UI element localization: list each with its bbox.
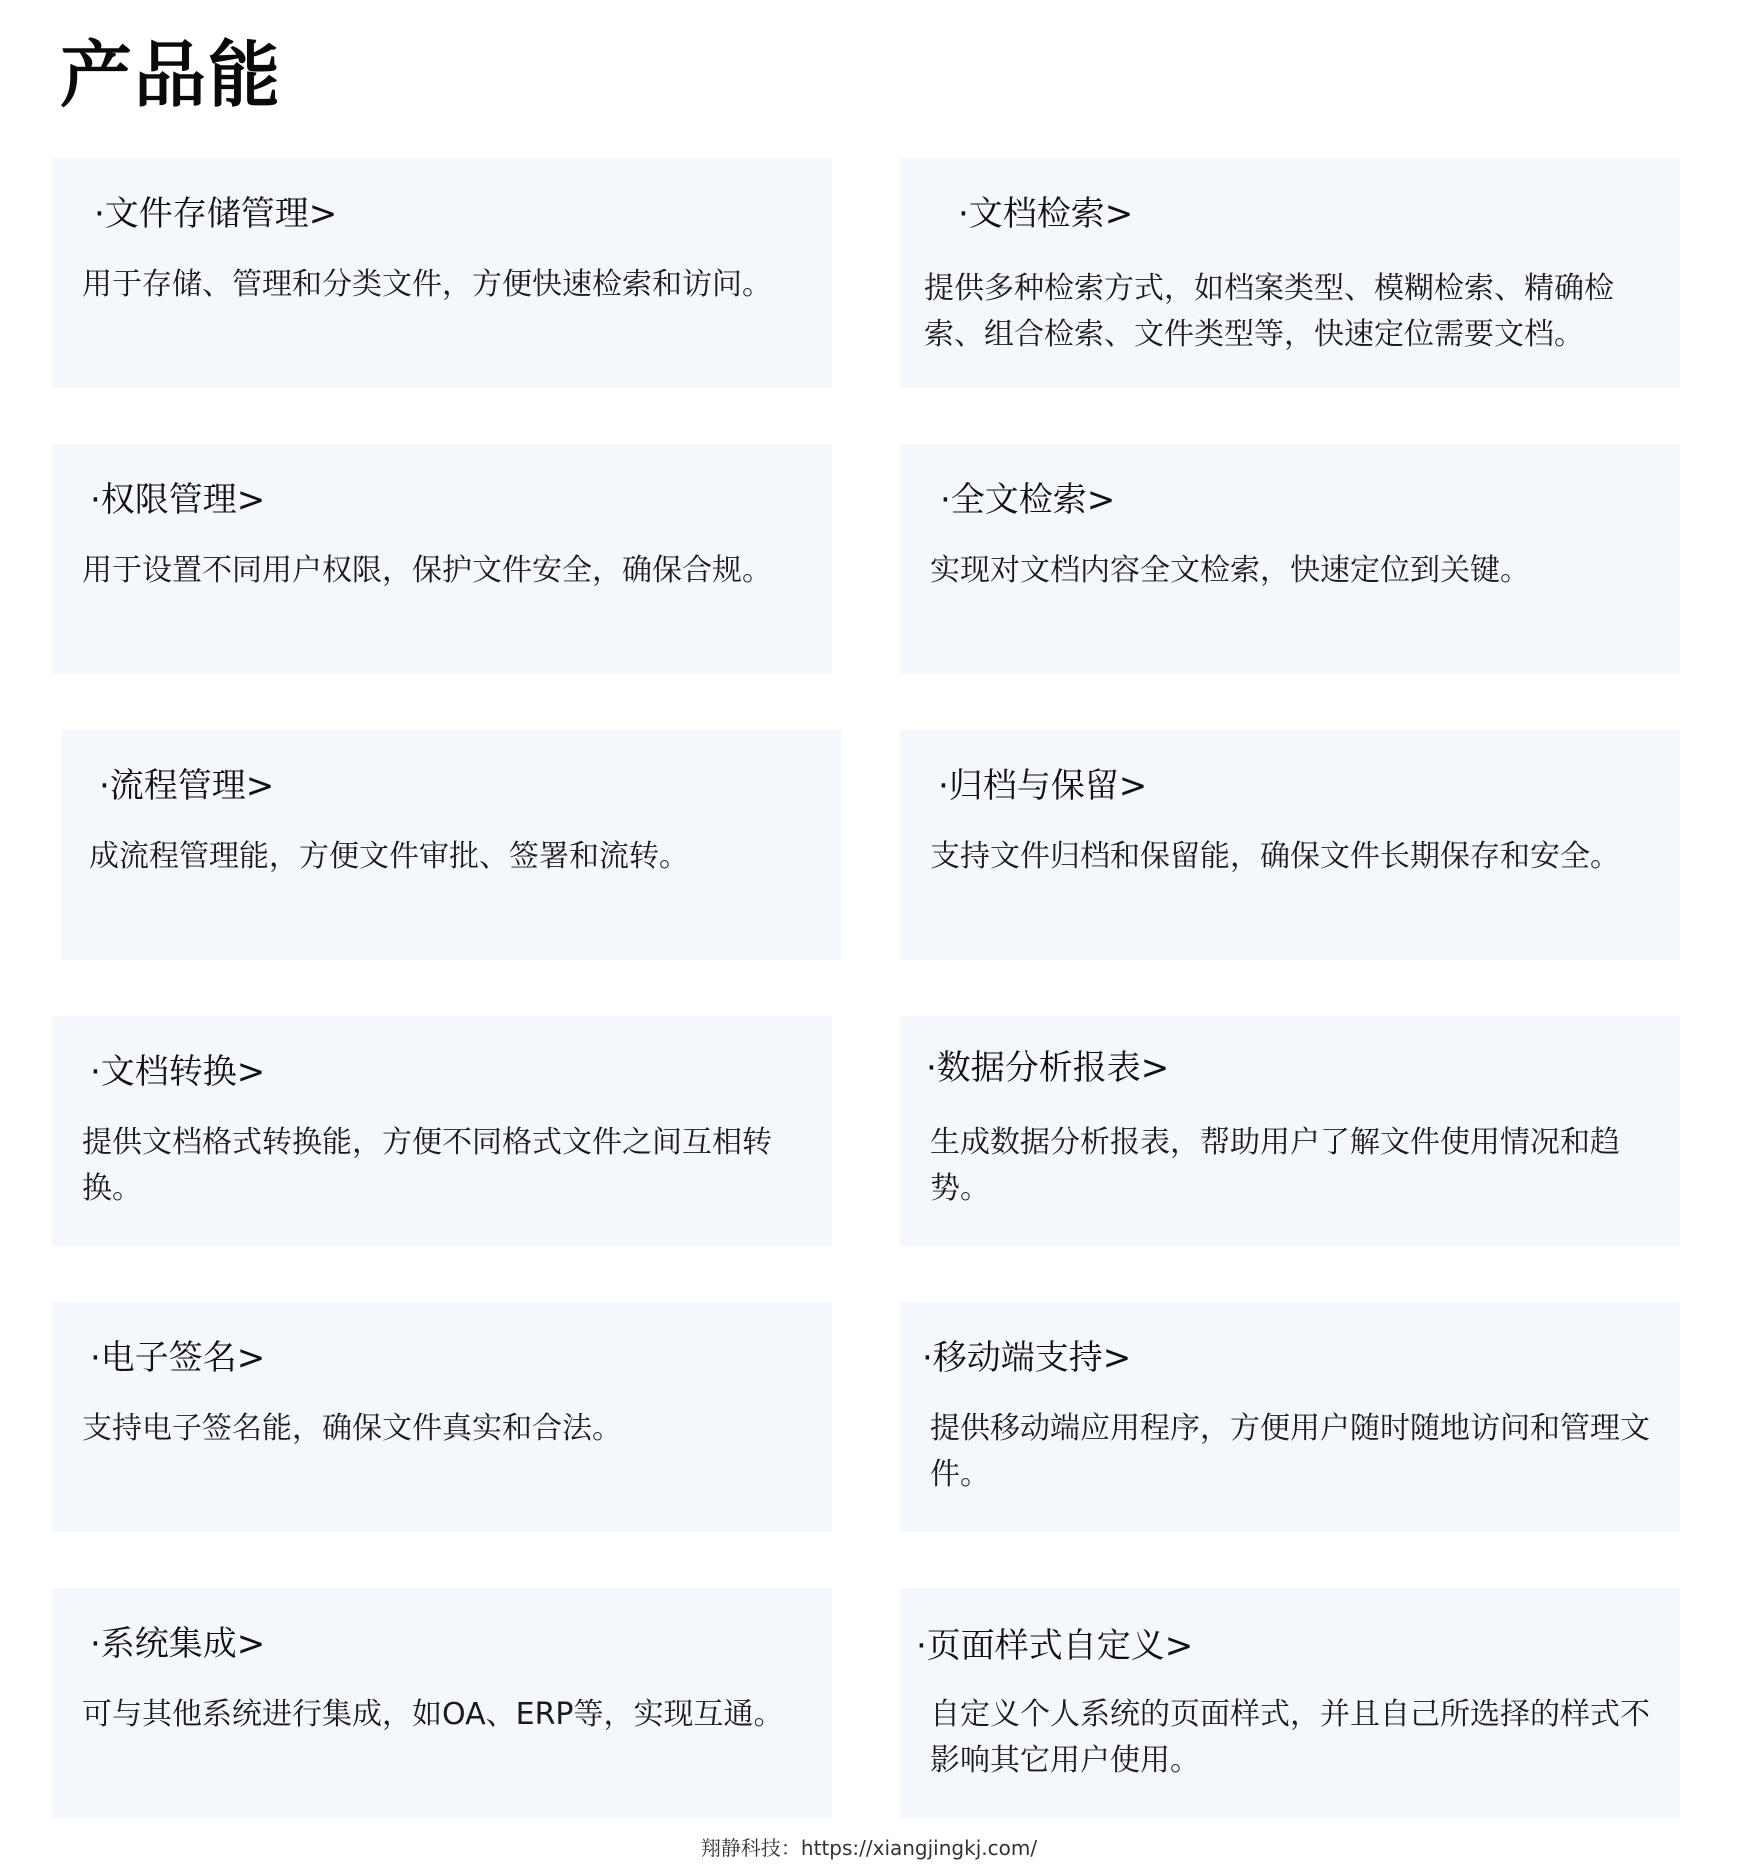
card-description: 提供文档格式转换能，方便不同格式文件之间互相转换。 [82, 1125, 772, 1206]
card-description: 实现对文档内容全文检索，快速定位到关键。 [930, 553, 1530, 588]
feature-card-data-reports[interactable] [900, 1016, 1680, 1246]
card-description: 自定义个人系统的页面样式，并且自己所选择的样式不影响其它用户使用。 [930, 1697, 1650, 1778]
feature-card-document-search[interactable] [900, 158, 1680, 388]
feature-card-fulltext-search[interactable] [900, 444, 1680, 674]
feature-card-permission-management[interactable] [52, 444, 832, 674]
card-title: ·系统集成> [90, 1624, 266, 1664]
card-description: 成流程管理能，方便文件审批、签署和流转。 [89, 839, 689, 874]
card-title: ·全文检索> [940, 480, 1116, 520]
card-title: ·归档与保留> [938, 766, 1148, 806]
card-description: 用于设置不同用户权限，保护文件安全，确保合规。 [82, 553, 772, 588]
card-title: ·流程管理> [99, 766, 275, 806]
card-title: ·文档转换> [90, 1052, 266, 1092]
card-description: 支持文件归档和保留能，确保文件长期保存和安全。 [930, 839, 1620, 874]
feature-card-file-storage[interactable] [52, 158, 832, 388]
card-description: 生成数据分析报表，帮助用户了解文件使用情况和趋势。 [930, 1125, 1620, 1206]
feature-card-document-conversion[interactable] [52, 1016, 832, 1246]
card-description: 用于存储、管理和分类文件，方便快速检索和访问。 [82, 267, 772, 302]
card-title: ·权限管理> [90, 480, 266, 520]
feature-card-electronic-signature[interactable] [52, 1302, 832, 1532]
footer-website: 翔静科技：https://xiangjingkj.com/ [700, 1836, 1038, 1860]
card-title: ·文档检索> [958, 194, 1134, 234]
feature-card-workflow-management[interactable] [61, 730, 841, 960]
feature-card-page-style-customization[interactable] [900, 1588, 1680, 1818]
card-title: ·数据分析报表> [926, 1048, 1170, 1088]
feature-card-archive-retention[interactable] [900, 730, 1680, 960]
feature-card-mobile-support[interactable] [900, 1302, 1680, 1532]
page-title: 产品能 [60, 33, 283, 117]
feature-card-system-integration[interactable] [52, 1588, 832, 1818]
card-description: 可与其他系统进行集成，如OA、ERP等，实现互通。 [82, 1697, 784, 1732]
card-description: 支持电子签名能，确保文件真实和合法。 [82, 1411, 622, 1446]
card-description: 提供多种检索方式，如档案类型、模糊检索、精确检索、组合检索、文件类型等，快速定位需要文档。 [924, 271, 1614, 352]
card-title: ·文件存储管理> [94, 194, 338, 234]
card-title: ·电子签名> [90, 1338, 266, 1378]
card-title: ·移动端支持> [922, 1338, 1132, 1378]
card-title: ·页面样式自定义> [916, 1626, 1194, 1666]
card-description: 提供移动端应用程序，方便用户随时随地访问和管理文件。 [930, 1411, 1650, 1492]
